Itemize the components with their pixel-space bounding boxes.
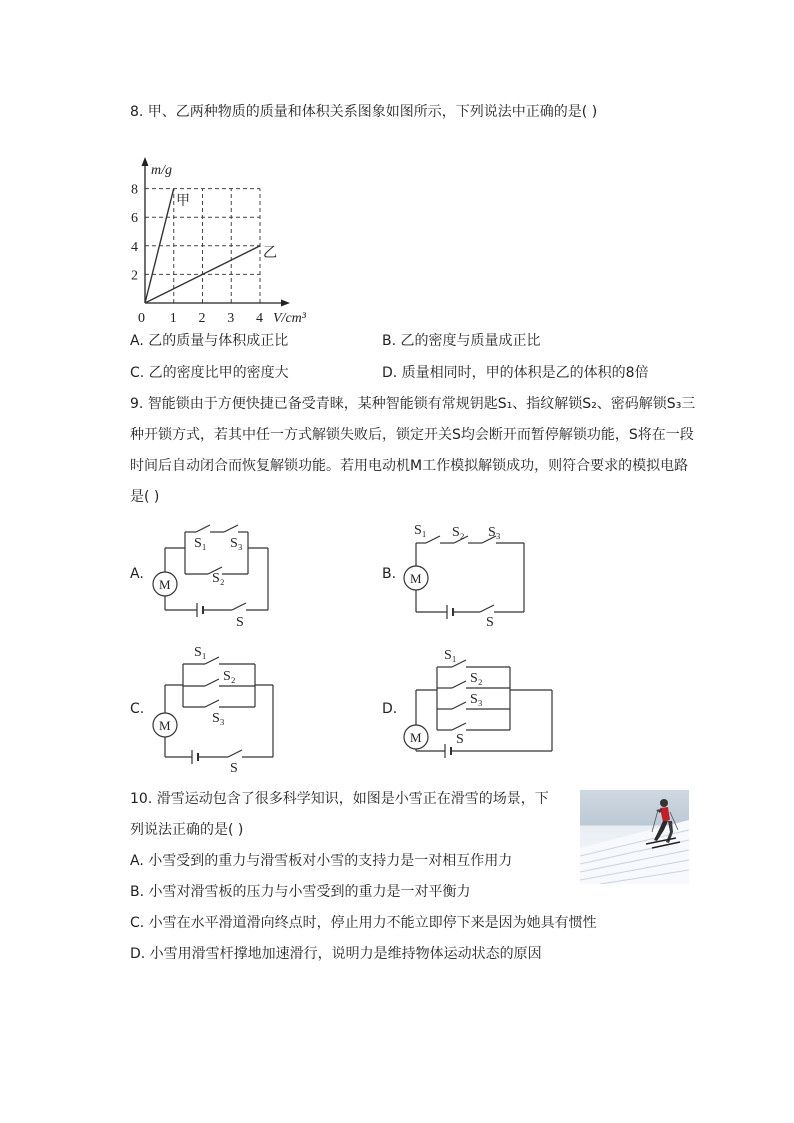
q8-option-c[interactable]: C. 乙的密度比甲的密度大: [130, 365, 289, 381]
q10-option-a[interactable]: A. 小雪受到的重力与滑雪板对小雪的支持力是一对相互作用力: [130, 853, 513, 869]
switch-s1-label: S₁: [194, 645, 207, 660]
q10-stem-line-2: 列说法正确的是( ): [130, 822, 244, 838]
chart-grid: [145, 189, 260, 303]
circuit-d-label[interactable]: D.: [382, 701, 398, 717]
switch-s1-label: S₁: [194, 536, 207, 551]
q8-option-d[interactable]: D. 质量相同时，甲的体积是乙的体积的8倍: [382, 365, 649, 381]
series-label-yi: 乙: [263, 246, 277, 261]
q9-stem-line-1: 9. 智能锁由于方便快捷已备受青睐，某种智能锁有常规钥匙S₁、指纹解锁S₂、密码解锁S₃三: [130, 396, 696, 412]
q9-stem-line-4: 是( ): [130, 489, 160, 505]
q8-stem: 8. 甲、乙两种物质的质量和体积关系图象如图所示，下列说法中正确的是( ): [130, 104, 598, 120]
q8-option-a[interactable]: A. 乙的质量与体积成正比: [130, 333, 289, 349]
switch-s3-label: S₃: [470, 692, 483, 707]
series-label-jia: 甲: [176, 194, 190, 209]
origin-label: 0: [138, 311, 145, 326]
x-tick-label: 1: [169, 311, 177, 326]
switch-s3-label: S₃: [212, 711, 225, 726]
y-axis-arrow: [142, 157, 149, 166]
circuit-c[interactable]: [150, 645, 285, 777]
switch-s-label: S: [230, 761, 238, 776]
circuit-b[interactable]: [400, 518, 535, 630]
motor-label: M: [159, 718, 171, 733]
q9-stem-line-3: 时间后自动闭合而恢复解锁功能。若用电动机M工作模拟解锁成功，则符合要求的模拟电路: [130, 458, 689, 474]
circuit-a-label[interactable]: A.: [130, 566, 144, 582]
switch-s3-label: S₃: [488, 525, 501, 540]
switch-s-label: S: [236, 615, 244, 630]
mass-volume-chart: [120, 150, 330, 330]
y-tick-label: 2: [131, 268, 138, 284]
y-tick-label: 4: [131, 239, 138, 255]
x-tick-label: 4: [256, 311, 263, 326]
q10-option-d[interactable]: D. 小雪用滑雪杆撑地加速滑行，说明力是维持物体运动状态的原因: [130, 946, 542, 962]
q9-stem-line-2: 种开锁方式，若其中任一方式解锁失败后，锁定开关S均会断开而暂停解锁功能，S将在一段: [130, 427, 694, 443]
circuit-b-label[interactable]: B.: [382, 566, 397, 582]
x-axis-arrow: [281, 300, 290, 307]
switch-s2-label: S₂: [223, 669, 236, 684]
circuit-d[interactable]: [400, 645, 560, 760]
motor-label: M: [410, 571, 422, 586]
switch-s2-label: S₂: [212, 571, 225, 586]
y-tick-label: 8: [131, 182, 138, 198]
motor-label: M: [159, 577, 171, 592]
switch-s3-label: S₃: [230, 536, 243, 551]
circuit-c-label[interactable]: C.: [130, 701, 145, 717]
switch-s2-label: S₂: [470, 671, 483, 686]
q8-option-b[interactable]: B. 乙的密度与质量成正比: [382, 333, 541, 349]
x-tick-label: 3: [227, 311, 235, 326]
chart-axes: [142, 157, 291, 307]
y-axis-label: m/g: [151, 163, 172, 178]
switch-s2-label: S₂: [452, 525, 465, 540]
switch-s-label: S: [486, 615, 494, 630]
circuit-a[interactable]: [150, 522, 280, 632]
q10-stem-line-1: 10. 滑雪运动包含了很多科学知识，如图是小雪正在滑雪的场景，下: [130, 791, 549, 807]
q10-option-b[interactable]: B. 小雪对滑雪板的压力与小雪受到的重力是一对平衡力: [130, 884, 471, 900]
x-axis-label: V/cm³: [273, 311, 306, 326]
switch-s1-label: S₁: [444, 648, 457, 663]
switch-s-label: S: [456, 732, 464, 747]
q10-option-c[interactable]: C. 小雪在水平滑道滑向终点时，停止用力不能立即停下来是因为她具有惯性: [130, 915, 597, 931]
skier-photo: [580, 790, 689, 884]
motor-label: M: [410, 730, 422, 745]
y-tick-label: 6: [131, 211, 138, 227]
x-tick-label: 2: [198, 311, 206, 326]
switch-s1-label: S₁: [414, 523, 427, 538]
